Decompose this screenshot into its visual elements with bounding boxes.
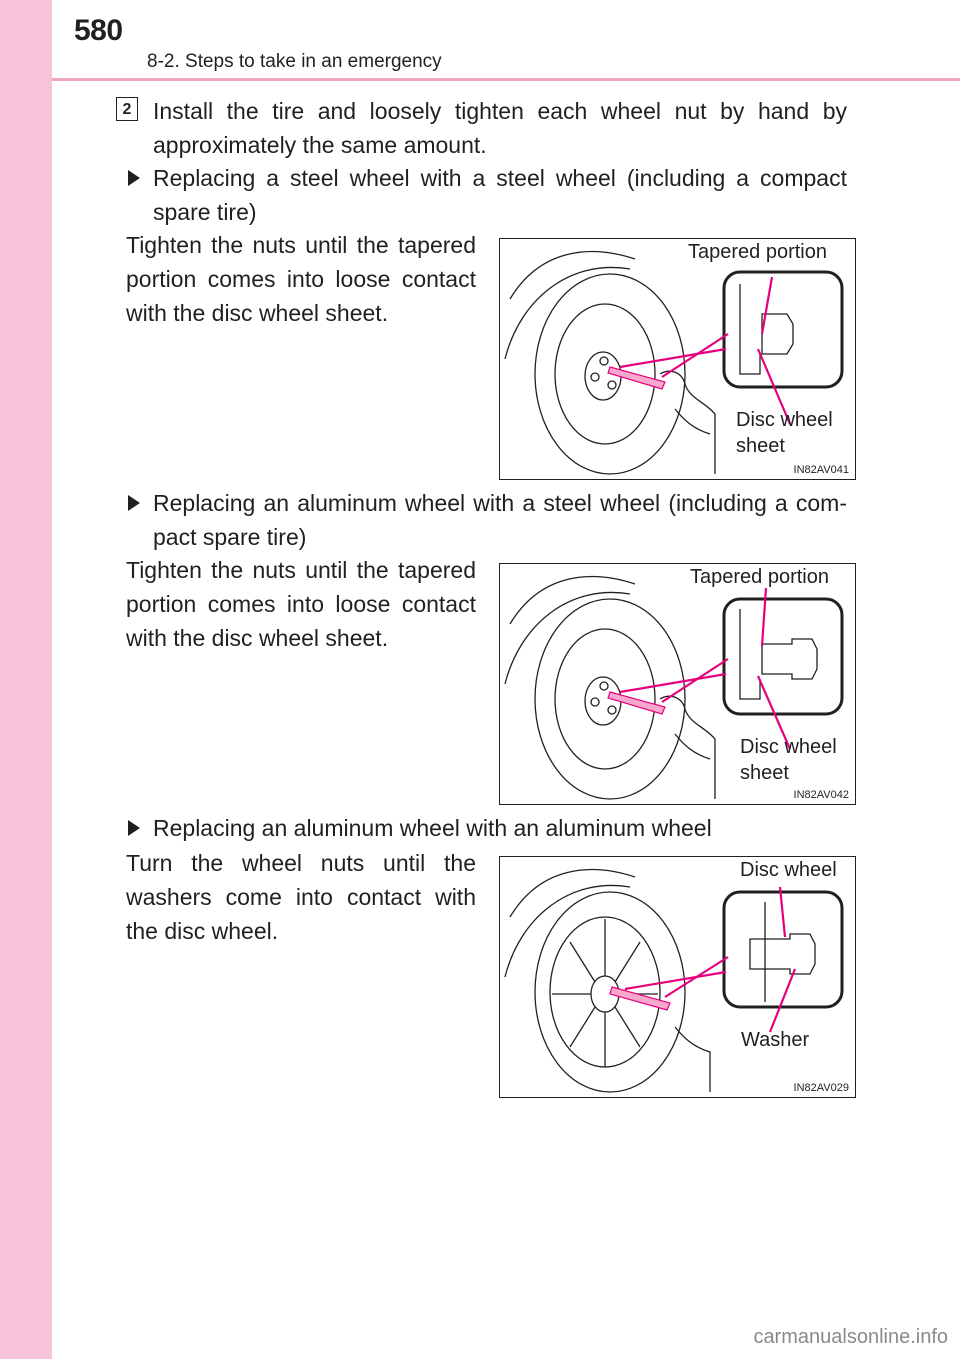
wheel-illustration: [500, 564, 855, 804]
step-number-badge: 2: [116, 97, 138, 121]
section-title: 8-2. Steps to take in an emergency: [147, 51, 442, 72]
case-1-body: Tighten the nuts until the tapered portion comes into loose contact with the disc wheel sheet.: [126, 232, 476, 326]
wheel-illustration: [500, 857, 855, 1097]
header-rule: [52, 78, 960, 81]
callout-tapered-portion: Tapered portion: [688, 241, 827, 263]
figure-steel-on-steel: [499, 238, 856, 480]
figure-code: IN82AV029: [793, 1082, 849, 1094]
callout-tapered-portion: Tapered portion: [690, 566, 829, 588]
figure-code: IN82AV041: [793, 464, 849, 476]
callout-disc-wheel-sheet-2: sheet: [736, 435, 785, 457]
callout-disc-wheel-sheet-1: Disc wheel: [736, 409, 833, 431]
watermark: carmanualsonline.info: [753, 1326, 948, 1348]
step-instruction: Install the tire and loosely tighten each wheel nut by hand by approximately the same amount.: [153, 98, 847, 158]
callout-disc-wheel-sheet-2: sheet: [740, 762, 789, 784]
case-3-heading: Replacing an aluminum wheel with an aluminum wheel: [153, 811, 847, 845]
case-2-body: Tighten the nuts until the tapered portion comes into loose contact with the disc wheel sheet.: [126, 557, 476, 651]
callout-washer: Washer: [741, 1029, 810, 1051]
figure-aluminum-to-steel: [499, 563, 856, 805]
callout-disc-wheel-sheet-1: Disc wheel: [740, 736, 837, 758]
case-1-heading: Replacing a steel wheel with a steel wheel (including a compact spare tire): [153, 161, 847, 229]
figure-aluminum-on-aluminum: [499, 856, 856, 1098]
wheel-illustration: [500, 239, 855, 479]
figure-code: IN82AV042: [793, 789, 849, 801]
side-color-band: [0, 0, 52, 1359]
callout-disc-wheel: Disc wheel: [740, 859, 837, 881]
case-3-body: Turn the wheel nuts until the washers come into contact with the disc wheel.: [126, 850, 476, 944]
case-2-heading: Replacing an aluminum wheel with a steel wheel (including a com- pact spare tire): [153, 486, 847, 554]
page-number: 580: [74, 14, 123, 47]
